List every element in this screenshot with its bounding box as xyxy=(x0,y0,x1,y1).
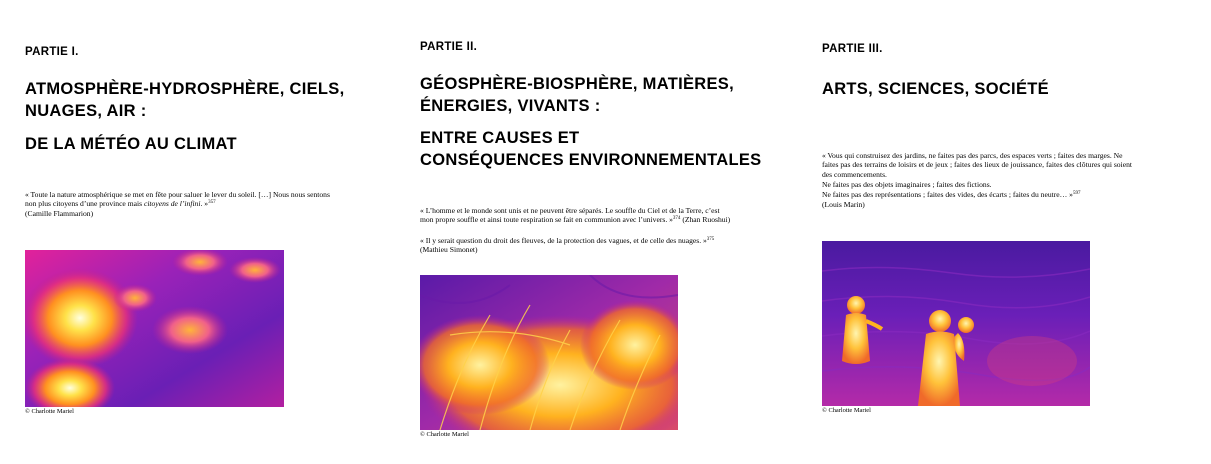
photo-credit: © Charlotte Mariel xyxy=(25,408,74,415)
epigraph-italic-text: citoyens de l’infini xyxy=(143,199,201,208)
thermal-photo-swimmers xyxy=(822,241,1090,406)
part-label: PARTIE III. xyxy=(822,43,883,55)
epigraph-line-1: « Toute la nature atmosphérique se met en fête pour saluer le lever du soleil. […] Nous nous sentons xyxy=(25,190,330,199)
photo-credit: © Charlotte Mariel xyxy=(420,431,469,438)
footnote-reference: 374 xyxy=(672,216,681,221)
epigraph-1-line-2 xyxy=(420,215,730,225)
part-subtitle: DE LA MÉTÉO AU CLIMAT xyxy=(25,135,237,153)
epigraph-line-4: Ne faites pas des objets imaginaires ; faites des fictions. xyxy=(822,180,992,189)
part-label: PARTIE I. xyxy=(25,46,79,58)
epigraph-text: « Il y serait question du droit des fleuves, de la protection des vagues, et de celle des nuages. » xyxy=(420,236,707,245)
footnote-reference: 375 xyxy=(706,237,715,242)
epigraph-text: Ne faites pas des représentations ; faites des vides, des écarts ; faites du neutre… » xyxy=(822,190,1073,199)
part-subtitle-line-2: CONSÉQUENCES ENVIRONNEMENTALES xyxy=(420,151,762,169)
photo-credit: © Charlotte Mariel xyxy=(822,407,871,414)
part-title-line-2: NUAGES, AIR : xyxy=(25,102,147,120)
epigraph-text: mon propre souffle et ainsi toute respiration se fait en communion avec l’univers. » xyxy=(420,215,673,224)
part-title-line-1: ATMOSPHÈRE-HYDROSPHÈRE, CIELS, xyxy=(25,80,345,98)
epigraph-line-5 xyxy=(822,190,1080,200)
thermal-photo-plants xyxy=(420,275,678,430)
thermal-photo-clouds xyxy=(25,250,284,407)
epigraph-author: (Camille Flammarion) xyxy=(25,209,94,218)
epigraph-1-line-1: « L’homme et le monde sont unis et ne peuvent être séparés. Le souffle du Ciel et de la Terre, c’est xyxy=(420,206,720,215)
epigraph-line-2 xyxy=(25,199,216,209)
epigraph-author: (Louis Marin) xyxy=(822,200,865,209)
epigraph-line-1: « Vous qui construisez des jardins, ne faites pas des parcs, des espaces verts ; faites des marges. Ne xyxy=(822,151,1123,160)
epigraph-2-author: (Mathieu Simonet) xyxy=(420,245,478,254)
epigraph-text: . » xyxy=(200,199,209,208)
part-title-line-2: ÉNERGIES, VIVANTS : xyxy=(420,97,601,115)
footnote-reference: 357 xyxy=(208,200,216,205)
epigraph-line-2: faites pas des terrains de loisirs et de jeux ; faites des lieux de jouissance, faites des clôtures qui soient xyxy=(822,160,1132,169)
page-part-2 xyxy=(397,0,797,464)
page-part-3 xyxy=(797,0,1211,464)
epigraph-text: non plus citoyens d’une province mais xyxy=(25,199,144,208)
part-title-line-1: GÉOSPHÈRE-BIOSPHÈRE, MATIÈRES, xyxy=(420,75,734,93)
part-title: ARTS, SCIENCES, SOCIÉTÉ xyxy=(822,80,1049,98)
footnote-reference: 597 xyxy=(1072,191,1081,196)
part-subtitle-line-1: ENTRE CAUSES ET xyxy=(420,129,580,147)
epigraph-line-3: des commencements. xyxy=(822,170,887,179)
part-label: PARTIE II. xyxy=(420,41,478,53)
epigraph-author: (Zhan Ruoshui) xyxy=(680,215,731,224)
page-part-1 xyxy=(0,0,397,464)
